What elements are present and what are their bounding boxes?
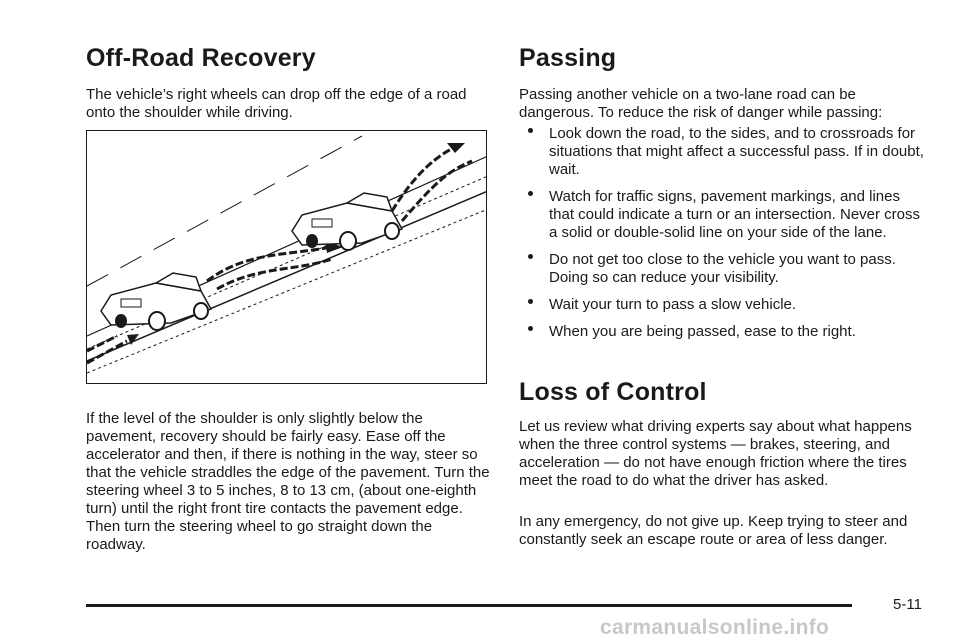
off-road-intro-paragraph: The vehicle’s right wheels can drop off the edge of a road onto the shoulder while driving. <box>86 86 467 121</box>
footer-rule <box>86 604 852 607</box>
bullet-icon <box>528 191 533 196</box>
passing-intro-paragraph: Passing another vehicle on a two-lane road can be dangerous. To reduce the risk of danger while passing: <box>519 86 883 121</box>
loss-of-control-heading: Loss of Control <box>519 378 707 406</box>
path-arrow-3 <box>392 146 457 211</box>
loss-of-control-paragraph-2: In any emergency, do not give up. Keep trying to steer and constantly seek an escape route or area of less danger. <box>519 513 908 548</box>
bullet-icon <box>528 299 533 304</box>
bullet-icon <box>528 326 533 331</box>
page-number: 5-11 <box>893 596 922 613</box>
list-item: Watch for traffic signs, pavement markings, and lines that could indicate a turn or an intersection. Never cross a solid or double-solid line on your side of the lane. <box>519 188 929 242</box>
bullet-icon <box>528 254 533 259</box>
list-item: Wait your turn to pass a slow vehicle. <box>519 296 929 314</box>
off-road-recovery-illustration <box>86 130 487 384</box>
passing-heading: Passing <box>519 44 617 72</box>
path-arrow-1 <box>87 341 127 363</box>
road-trucks-drawing <box>87 131 487 384</box>
bullet-icon <box>528 128 533 133</box>
list-item: Look down the road, to the sides, and to crossroads for situations that might affect a successful pass. If in doubt, wait. <box>519 125 929 179</box>
list-item: When you are being passed, ease to the right. <box>519 323 929 341</box>
shoulder-edge-line <box>87 191 487 361</box>
loss-of-control-paragraph-1: Let us review what driving experts say about what happens when the three control systems — brakes, steering, and acceleration — do not have enough friction where the tires meet the road to do what the driver has asked. <box>519 418 912 489</box>
passing-bullet-list <box>519 125 929 350</box>
watermark: carmanualsonline.info <box>600 616 830 639</box>
off-road-body-paragraph: If the level of the shoulder is only slightly below the pavement, recovery should be fairly easy. Ease off the accelerator and then, if there is nothing in the way, steer so that the vehicle straddles the edge of the pavement. Turn the steering wheel 3 to 5 inches, 8 to 13 cm, (about one-eighth turn) until the right front tire contacts the pavement edge. Then turn the steering wheel to go straight down the roadway. <box>86 410 490 553</box>
off-road-recovery-heading: Off-Road Recovery <box>86 44 316 72</box>
truck-2 <box>292 193 402 250</box>
list-item: Do not get too close to the vehicle you want to pass. Doing so can reduce your visibility. <box>519 251 929 287</box>
truck-1 <box>101 273 211 330</box>
